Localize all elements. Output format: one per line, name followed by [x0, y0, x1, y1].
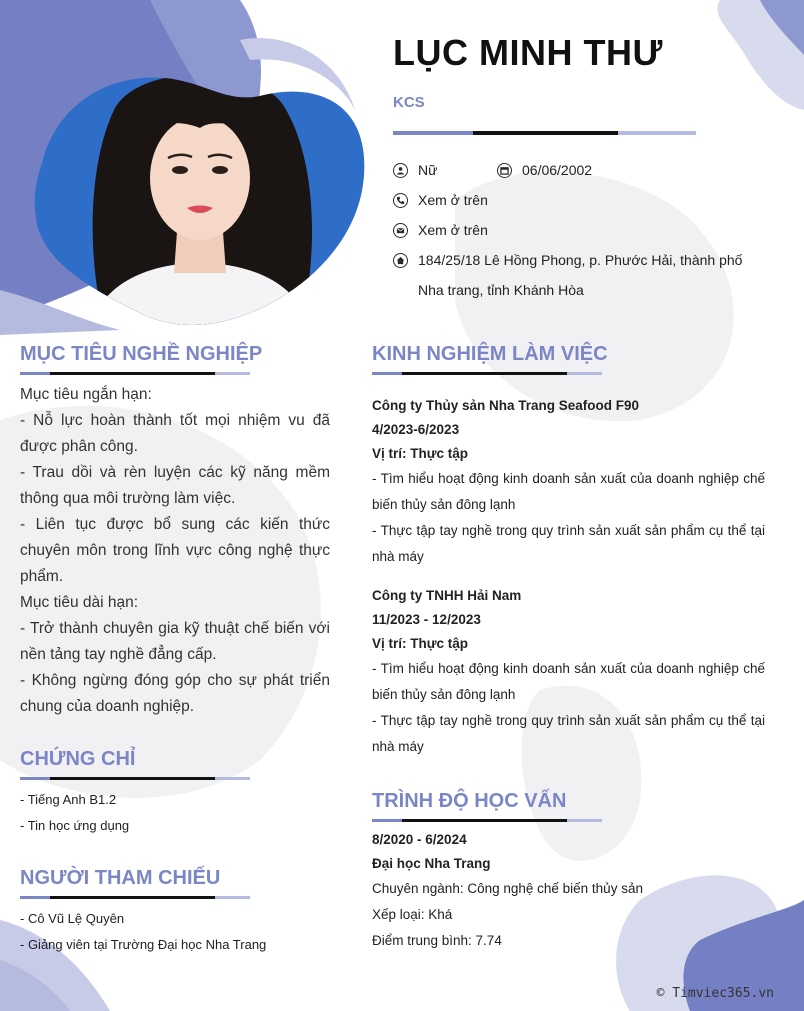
references-heading: NGƯỜI THAM CHIẾU: [20, 867, 221, 889]
job-task: - Thực tập tay nghề trong quy trình sản xuất sản phẩm cụ thể tại nhà máy: [372, 713, 765, 754]
user-icon: [393, 163, 408, 178]
job-entry: [372, 584, 765, 760]
objective-line: - Nỗ lực hoàn thành tốt mọi nhiệm vu đã được phân công.: [20, 412, 330, 455]
certificates-list: [20, 787, 129, 839]
job-task: - Thực tập tay nghề trong quy trình sản xuất sản phẩm cụ thể tại nhà máy: [372, 523, 765, 564]
email-value: Xem ở trên: [418, 222, 488, 238]
phone-value: Xem ở trên: [418, 192, 488, 208]
candidate-name: LỤC MINH THƯ: [393, 32, 663, 73]
birthday-row: [497, 162, 592, 178]
references-list: [20, 906, 266, 958]
education-rank: Xếp loại: Khá: [372, 907, 453, 922]
birthday-value: 06/06/2002: [522, 162, 593, 178]
job-period: 11/2023 - 12/2023: [372, 612, 481, 627]
list-item: - Tin học ứng dụng: [20, 818, 130, 833]
job-entry: [372, 394, 765, 570]
address-line-1: 184/25/18 Lê Hồng Phong, p. Phước Hải, thành phố: [418, 252, 743, 268]
references-divider: [20, 896, 250, 899]
education-school: Đại học Nha Trang: [372, 856, 491, 871]
education-heading: TRÌNH ĐỘ HỌC VẤN: [372, 790, 567, 812]
calendar-icon: [497, 163, 512, 178]
job-position: Vị trí: Thực tập: [372, 446, 469, 461]
certificates-heading: CHỨNG CHỈ: [20, 748, 136, 770]
education-major: Chuyên ngành: Công nghệ chế biến thủy sản: [372, 881, 643, 896]
objective-heading: MỤC TIÊU NGHỀ NGHIỆP: [20, 343, 263, 365]
phone-row: [393, 192, 488, 208]
footer-brand: © Timviec365.vn: [656, 986, 774, 1001]
list-item: - Cô Vũ Lệ Quyên: [20, 911, 125, 926]
name-divider: [393, 131, 696, 135]
experience-divider: [372, 372, 602, 375]
email-row: [393, 222, 488, 238]
job-period: 4/2023-6/2023: [372, 422, 460, 437]
candidate-role: KCS: [393, 94, 425, 111]
profile-photo: [30, 68, 366, 330]
gender-value: Nữ: [418, 162, 438, 178]
phone-icon: [393, 193, 408, 208]
address-row-2: [418, 282, 584, 298]
objective-line: - Trở thành chuyên gia kỹ thuật chế biến với nền tảng tay nghề đẳng cấp.: [20, 620, 330, 663]
objective-body: [20, 382, 330, 720]
education-period: 8/2020 - 6/2024: [372, 832, 467, 847]
job-company: Công ty Thủy sản Nha Trang Seafood F90: [372, 398, 640, 413]
mail-icon: [393, 223, 408, 238]
objective-line: - Không ngừng đóng góp cho sự phát triển chung của doanh nghiệp.: [20, 672, 330, 715]
objective-line: - Liên tục được bổ sung các kiến thức chuyên môn trong lĩnh vực công nghệ thực phẩm.: [20, 516, 330, 585]
education-gpa: Điểm trung bình: 7.74: [372, 933, 502, 948]
objective-line: Mục tiêu ngắn hạn:: [20, 386, 152, 403]
list-item: - Giảng viên tại Trường Đại học Nha Trang: [20, 937, 267, 952]
job-task: - Tìm hiểu hoạt động kinh doanh sản xuất của doanh nghiệp chế biến thủy sản đông lạnh: [372, 661, 765, 702]
job-task: - Tìm hiểu hoạt động kinh doanh sản xuất của doanh nghiệp chế biến thủy sản đông lạnh: [372, 471, 765, 512]
objective-line: - Trau dồi và rèn luyện các kỹ năng mềm thông qua môi trường làm việc.: [20, 464, 330, 507]
experience-heading: KINH NGHIỆM LÀM VIỆC: [372, 343, 608, 365]
job-company: Công ty TNHH Hải Nam: [372, 588, 522, 603]
education-entry: [372, 828, 765, 954]
job-position: Vị trí: Thực tập: [372, 636, 469, 651]
education-divider: [372, 819, 602, 822]
list-item: - Tiếng Anh B1.2: [20, 792, 117, 807]
objective-line: Mục tiêu dài hạn:: [20, 594, 139, 611]
address-line-2: Nha trang, tỉnh Khánh Hòa: [418, 282, 584, 298]
address-row: [393, 252, 742, 268]
gender-row: [393, 162, 437, 178]
certificates-divider: [20, 777, 250, 780]
objective-divider: [20, 372, 250, 375]
home-icon: [393, 253, 408, 268]
